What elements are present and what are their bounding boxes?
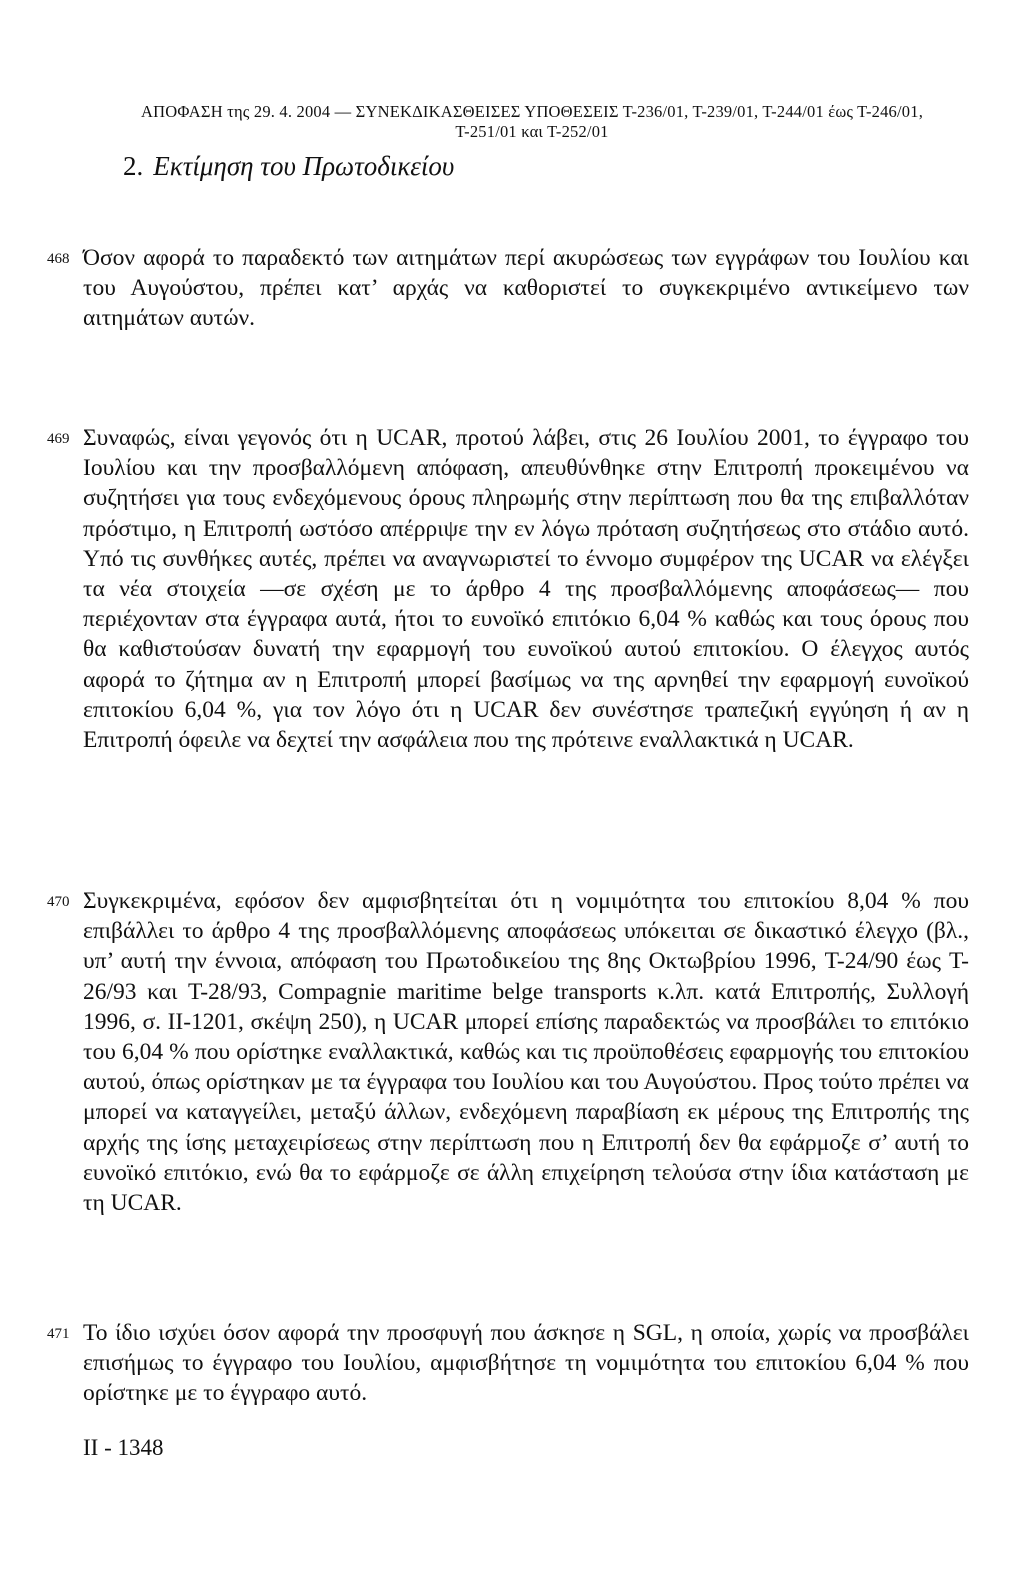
section-number: 2.: [123, 151, 144, 181]
section-title: Εκτίμηση του Πρωτοδικείου: [153, 151, 455, 181]
running-header-line-1: ΑΠΟΦΑΣΗ της 29. 4. 2004 — ΣΥΝΕΚΔΙΚΑΣΘΕΙΣΕΣ ΥΠΟΘΕΣΕΙΣ Τ-236/01, Τ-239/01, Τ-244/01 έως Τ-246/01,: [140, 102, 924, 121]
section-heading: [123, 148, 454, 184]
paragraph-number: 471: [47, 1326, 70, 1342]
paragraph-number: 469: [47, 431, 70, 447]
running-header-line-2: Τ-251/01 και Τ-252/01: [455, 122, 609, 141]
paragraph-text: Συγκεκριμένα, εφόσον δεν αμφισβητείται ότι η νομιμότητα του επιτοκίου 8,04 % που επιβάλλει το άρθρο 4 της προσβαλλόμενης αποφάσεως υπόκειται σε δικαστικό έλεγχο (βλ., υπ’ αυτή την έννοια, απόφαση του Πρωτοδικείου της 8ης Οκτωβρίου 1996, T-24/90 έως T-26/93 και T-28/93, Compagnie maritime belge transports κ.λπ. κατά Επιτροπής, Συλλογή 1996, σ. II-1201, σκέψη 250), η UCAR μπορεί επίσης παραδεκτώς να προσβάλει το επιτόκιο του 6,04 % που ορίστηκε εναλλακτικά, καθώς και τις προϋποθέσεις εφαρμογής του επιτοκίου αυτού, όπως ορίστηκαν με τα έγγραφα του Ιουλίου και του Αυγούστου. Προς τούτο πρέπει να μπορεί να καταγγείλει, μεταξύ άλλων, ενδεχόμενη παραβίαση εκ μέρους της Επιτροπής της αρχής της ίσης μεταχειρίσεως στην περίπτωση που η Επιτροπή δεν θα εφάρμοζε σ’ αυτή το ευνοϊκό επιτόκιο, ενώ θα το εφάρμοζε σε άλλη επιχείρηση τελούσα στην ίδια κατάσταση με τη UCAR.: [83, 888, 969, 1217]
paragraph-text: Συναφώς, είναι γεγονός ότι η UCAR, προτού λάβει, στις 26 Ιουλίου 2001, το έγγραφο του Ιουλίου και την προσβαλλόμενη απόφαση, απευθύνθηκε στην Επιτροπή προκειμένου να συζητήσει για τους ενδεχόμενους όρους πληρωμής στην περίπτωση που θα της επιβαλλόταν πρόστιμο, η Επιτροπή ωστόσο απέρριψε την εν λόγω πρόταση συζητήσεως στο στάδιο αυτό. Υπό τις συνθήκες αυτές, πρέπει να αναγνωριστεί το έννομο συμφέρον της UCAR να ελέγξει τα νέα στοιχεία —σε σχέση με το άρθρο 4 της προσβαλλόμενης αποφάσεως— που περιέχονταν στα έγγραφα αυτά, ήτοι το ευνοϊκό επιτόκιο 6,04 % καθώς και τους όρους που θα καθιστούσαν δυνατή την εφαρμογή του ευνοϊκού αυτού επιτοκίου. Ο έλεγχος αυτός αφορά το ζήτημα αν η Επιτροπή μπορεί βασίμως να της αρνηθεί την εφαρμογή ευνοϊκού επιτοκίου 6,04 %, για τον λόγο ότι η UCAR δεν συνέστησε τραπεζική εγγύηση ή αν η Επιτροπή όφειλε να δεχτεί την ασφάλεια που της πρότεινε εναλλακτικά η UCAR.: [83, 425, 969, 754]
paragraph-text: Όσον αφορά το παραδεκτό των αιτημάτων περί ακυρώσεως των εγγράφων του Ιουλίου και του Αυγούστου, πρέπει κατ’ αρχάς να καθοριστεί το συγκεκριμένο αντικείμενο των αιτημάτων αυτών.: [83, 245, 969, 332]
running-header: [0, 102, 1024, 142]
paragraph-number: 468: [47, 251, 70, 267]
paragraph-number: 470: [47, 894, 70, 910]
paragraph-text: Το ίδιο ισχύει όσον αφορά την προσφυγή που άσκησε η SGL, η οποία, χωρίς να προσβάλει επισήμως το έγγραφο του Ιουλίου, αμφισβήτησε τη νομιμότητα του επιτοκίου 6,04 % που ορίστηκε με το έγγραφο αυτό.: [83, 1320, 969, 1407]
page-number: II - 1348: [83, 1435, 164, 1460]
